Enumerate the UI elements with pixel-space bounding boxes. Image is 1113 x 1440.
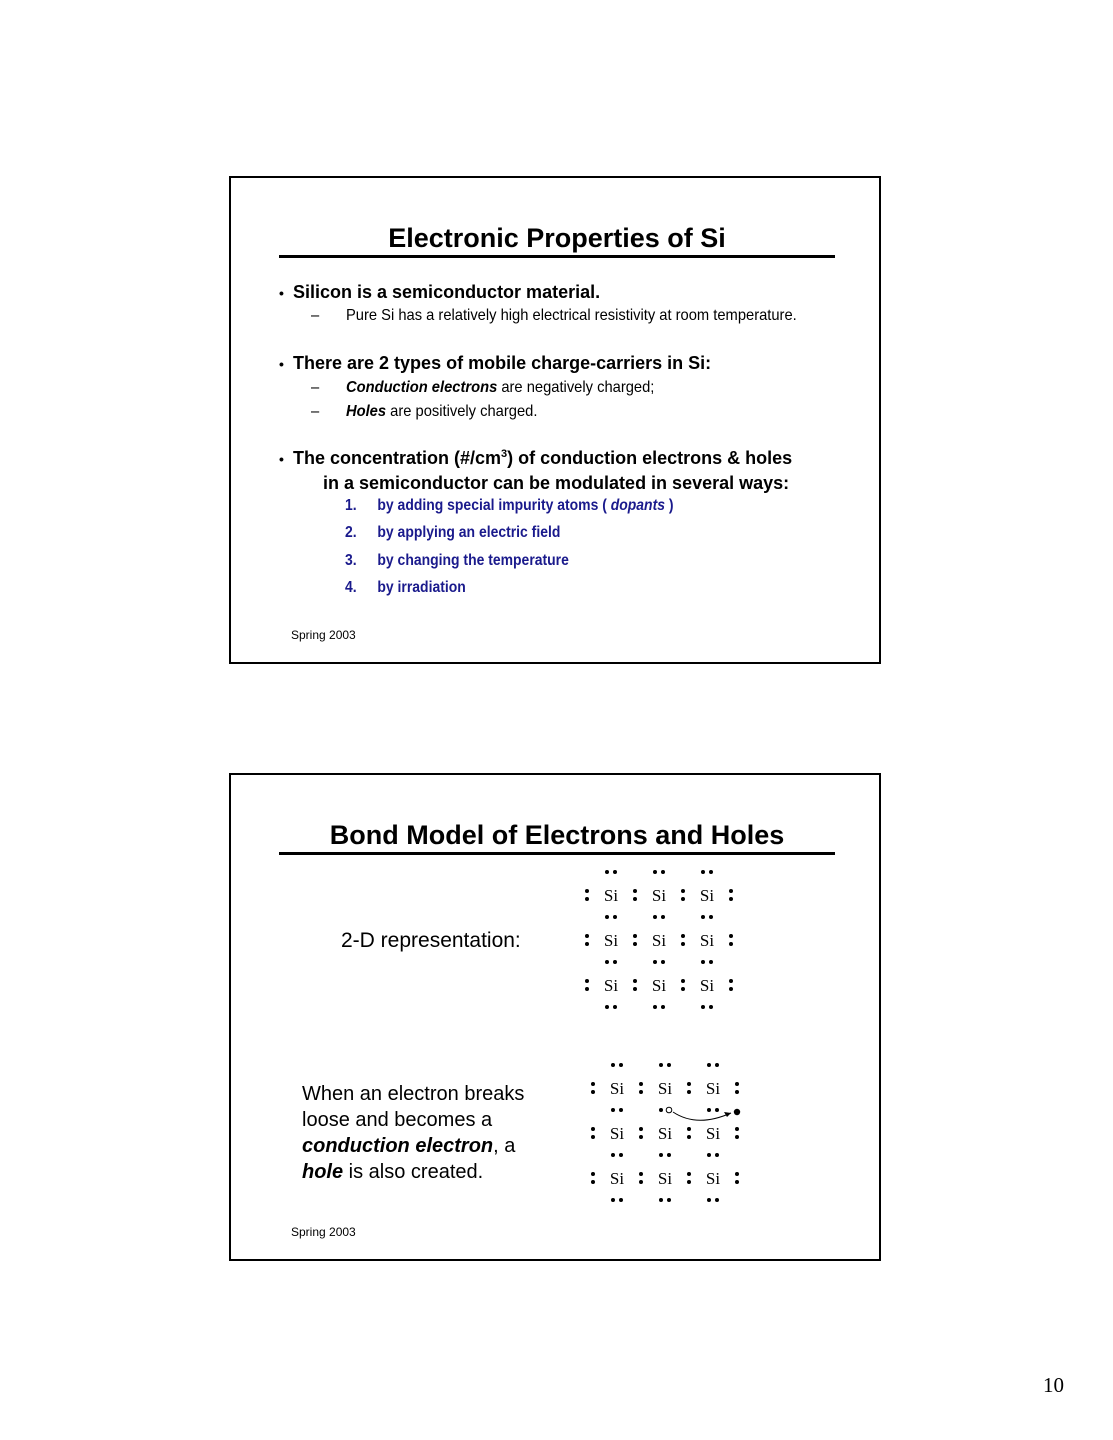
electron-dot bbox=[605, 915, 609, 919]
numbered-item: 1. by adding special impurity atoms ( dopants ) bbox=[345, 497, 674, 514]
electron-dot bbox=[585, 897, 589, 901]
si-atom-label: Si bbox=[699, 931, 715, 950]
dash-icon: – bbox=[311, 403, 320, 420]
si-atom-label: Si bbox=[603, 886, 619, 905]
electron-dot bbox=[605, 1005, 609, 1009]
electron-dot bbox=[681, 934, 685, 938]
electron-dot bbox=[633, 934, 637, 938]
electron-dot bbox=[653, 1005, 657, 1009]
electron-dot bbox=[605, 960, 609, 964]
si-atom-label: Si bbox=[657, 1079, 673, 1098]
electron-dot bbox=[633, 987, 637, 991]
electron-dot bbox=[701, 1005, 705, 1009]
electron-dot bbox=[735, 1090, 739, 1094]
electron-dot bbox=[707, 1108, 711, 1112]
electron-dot bbox=[639, 1135, 643, 1139]
electron-dot bbox=[715, 1153, 719, 1157]
si-atom-label: Si bbox=[603, 931, 619, 950]
electron-dot bbox=[633, 979, 637, 983]
electron-dot bbox=[611, 1108, 615, 1112]
electron-dot bbox=[715, 1198, 719, 1202]
sub-bullet-conduction-electrons: – Conduction electrons are negatively charged; bbox=[311, 379, 655, 396]
electron-dot bbox=[687, 1180, 691, 1184]
si-atom-label: Si bbox=[657, 1169, 673, 1188]
electron-dot bbox=[681, 889, 685, 893]
electron-dot bbox=[585, 889, 589, 893]
bullet-concentration: • The concentration $(\#/cm^3)$ of conduction electrons & holes in a semiconductor can be modulated in several ways: bbox=[279, 448, 793, 493]
electron-dot bbox=[735, 1127, 739, 1131]
electron-dot bbox=[611, 1063, 615, 1067]
electron-dot bbox=[681, 897, 685, 901]
electron-dot bbox=[735, 1180, 739, 1184]
electron-dot bbox=[681, 987, 685, 991]
page-number: 10 bbox=[1043, 1373, 1064, 1397]
sub-bullet-resistivity: – Pure Si has a relatively high electrical resistivity at room temperature. bbox=[311, 307, 797, 324]
electron-dot bbox=[715, 1108, 719, 1112]
electron-dot bbox=[701, 915, 705, 919]
si-lattice-diagram bbox=[581, 867, 741, 1017]
electron-dot bbox=[613, 915, 617, 919]
electron-dot bbox=[633, 889, 637, 893]
electron-dot bbox=[639, 1082, 643, 1086]
electron-dot bbox=[661, 1005, 665, 1009]
si-atom-label: Si bbox=[657, 1124, 673, 1143]
electron-dot bbox=[653, 915, 657, 919]
si-atom-label: Si bbox=[651, 931, 667, 950]
label-2d-representation: 2-D representation: bbox=[341, 929, 521, 952]
electron-dot bbox=[687, 1172, 691, 1176]
electron-dot bbox=[681, 942, 685, 946]
electron-dot bbox=[667, 1063, 671, 1067]
electron-dot bbox=[709, 915, 713, 919]
electron-dot bbox=[659, 1108, 663, 1112]
si-atom-label: Si bbox=[609, 1079, 625, 1098]
electron-dot bbox=[701, 870, 705, 874]
electron-dot bbox=[667, 1198, 671, 1202]
si-atom-label: Si bbox=[705, 1079, 721, 1098]
electron-dot bbox=[709, 960, 713, 964]
electron-dot bbox=[611, 1153, 615, 1157]
electron-dot bbox=[591, 1082, 595, 1086]
electron-dot bbox=[591, 1135, 595, 1139]
si-lattice-broken-bond-diagram bbox=[587, 1060, 747, 1210]
electron-dot bbox=[585, 934, 589, 938]
electron-dot bbox=[715, 1063, 719, 1067]
electron-dot bbox=[661, 915, 665, 919]
electron-dot bbox=[729, 889, 733, 893]
si-atom-label: Si bbox=[705, 1169, 721, 1188]
electron-dot bbox=[661, 960, 665, 964]
electron-dot bbox=[707, 1063, 711, 1067]
slide-footer: Spring 2003 bbox=[291, 1225, 356, 1239]
bullet-silicon-semiconductor: • Silicon is a semiconductor material. bbox=[279, 280, 859, 305]
sub-bullet-holes: – Holes are positively charged. bbox=[311, 403, 538, 420]
electron-dot bbox=[659, 1153, 663, 1157]
conduction-electron-description: When an electron breaks loose and becomes a conduction electron, a hole is also created. bbox=[302, 1083, 525, 1183]
numbered-item: 4. by irradiation bbox=[345, 579, 466, 596]
electron-path-arrow bbox=[673, 1112, 731, 1120]
electron-dot bbox=[729, 942, 733, 946]
electron-dot bbox=[681, 979, 685, 983]
electron-dot bbox=[585, 942, 589, 946]
electron-dot bbox=[591, 1090, 595, 1094]
bullet-dot-icon: • bbox=[279, 451, 284, 467]
electron-dot bbox=[687, 1135, 691, 1139]
electron-dot bbox=[591, 1127, 595, 1131]
electron-dot bbox=[707, 1153, 711, 1157]
si-atom-label: Si bbox=[609, 1169, 625, 1188]
electron-dot bbox=[639, 1180, 643, 1184]
electron-dot bbox=[611, 1198, 615, 1202]
electron-dot bbox=[585, 987, 589, 991]
arrowhead-icon bbox=[724, 1112, 731, 1117]
electron-dot bbox=[735, 1135, 739, 1139]
electron-dot bbox=[619, 1153, 623, 1157]
si-atom-label: Si bbox=[699, 886, 715, 905]
electron-dot bbox=[735, 1082, 739, 1086]
electron-dot bbox=[613, 960, 617, 964]
electron-dot bbox=[687, 1127, 691, 1131]
electron-dot bbox=[633, 942, 637, 946]
electron-dot bbox=[613, 1005, 617, 1009]
electron-dot bbox=[659, 1198, 663, 1202]
bullet-dot-icon: • bbox=[279, 285, 284, 301]
electron-dot bbox=[639, 1090, 643, 1094]
electron-dot bbox=[709, 870, 713, 874]
electron-dot bbox=[619, 1063, 623, 1067]
slide-electronic-properties bbox=[229, 176, 881, 664]
si-atom-label: Si bbox=[609, 1124, 625, 1143]
slide-title: Electronic Properties of Si bbox=[279, 218, 835, 258]
si-atom-label: Si bbox=[651, 976, 667, 995]
electron-dot bbox=[729, 897, 733, 901]
electron-dot bbox=[619, 1198, 623, 1202]
electron-dot bbox=[591, 1172, 595, 1176]
bullet-dot-icon: • bbox=[279, 356, 284, 372]
dash-icon: – bbox=[311, 307, 320, 324]
electron-dot bbox=[619, 1108, 623, 1112]
electron-dot bbox=[729, 987, 733, 991]
electron-dot bbox=[605, 870, 609, 874]
slide-title: Bond Model of Electrons and Holes bbox=[279, 815, 835, 855]
electron-dot bbox=[687, 1082, 691, 1086]
electron-dot bbox=[701, 960, 705, 964]
electron-dot bbox=[659, 1063, 663, 1067]
electron-dot bbox=[639, 1172, 643, 1176]
electron-dot bbox=[729, 934, 733, 938]
hole-circle bbox=[666, 1107, 672, 1113]
slide-footer: Spring 2003 bbox=[291, 628, 356, 642]
electron-dot bbox=[633, 897, 637, 901]
si-atom-label: Si bbox=[699, 976, 715, 995]
numbered-item: 3. by changing the temperature bbox=[345, 552, 569, 569]
electron-dot bbox=[591, 1180, 595, 1184]
electron-dot bbox=[667, 1153, 671, 1157]
electron-dot bbox=[707, 1198, 711, 1202]
electron-dot bbox=[585, 979, 589, 983]
electron-dot bbox=[613, 870, 617, 874]
numbered-item: 2. by applying an electric field bbox=[345, 524, 561, 541]
electron-dot bbox=[661, 870, 665, 874]
electron-dot bbox=[653, 960, 657, 964]
dash-icon: – bbox=[311, 379, 320, 396]
si-atom-label: Si bbox=[705, 1124, 721, 1143]
electron-dot bbox=[709, 1005, 713, 1009]
electron-dot bbox=[687, 1090, 691, 1094]
bullet-charge-carriers: • There are 2 types of mobile charge-carriers in Si: bbox=[279, 351, 859, 376]
si-atom-label: Si bbox=[603, 976, 619, 995]
electron-dot bbox=[735, 1172, 739, 1176]
si-atom-label: Si bbox=[651, 886, 667, 905]
slide-bond-model bbox=[229, 773, 881, 1261]
electron-dot bbox=[639, 1127, 643, 1131]
free-electron-dot bbox=[734, 1109, 740, 1115]
electron-dot bbox=[729, 979, 733, 983]
electron-dot bbox=[653, 870, 657, 874]
